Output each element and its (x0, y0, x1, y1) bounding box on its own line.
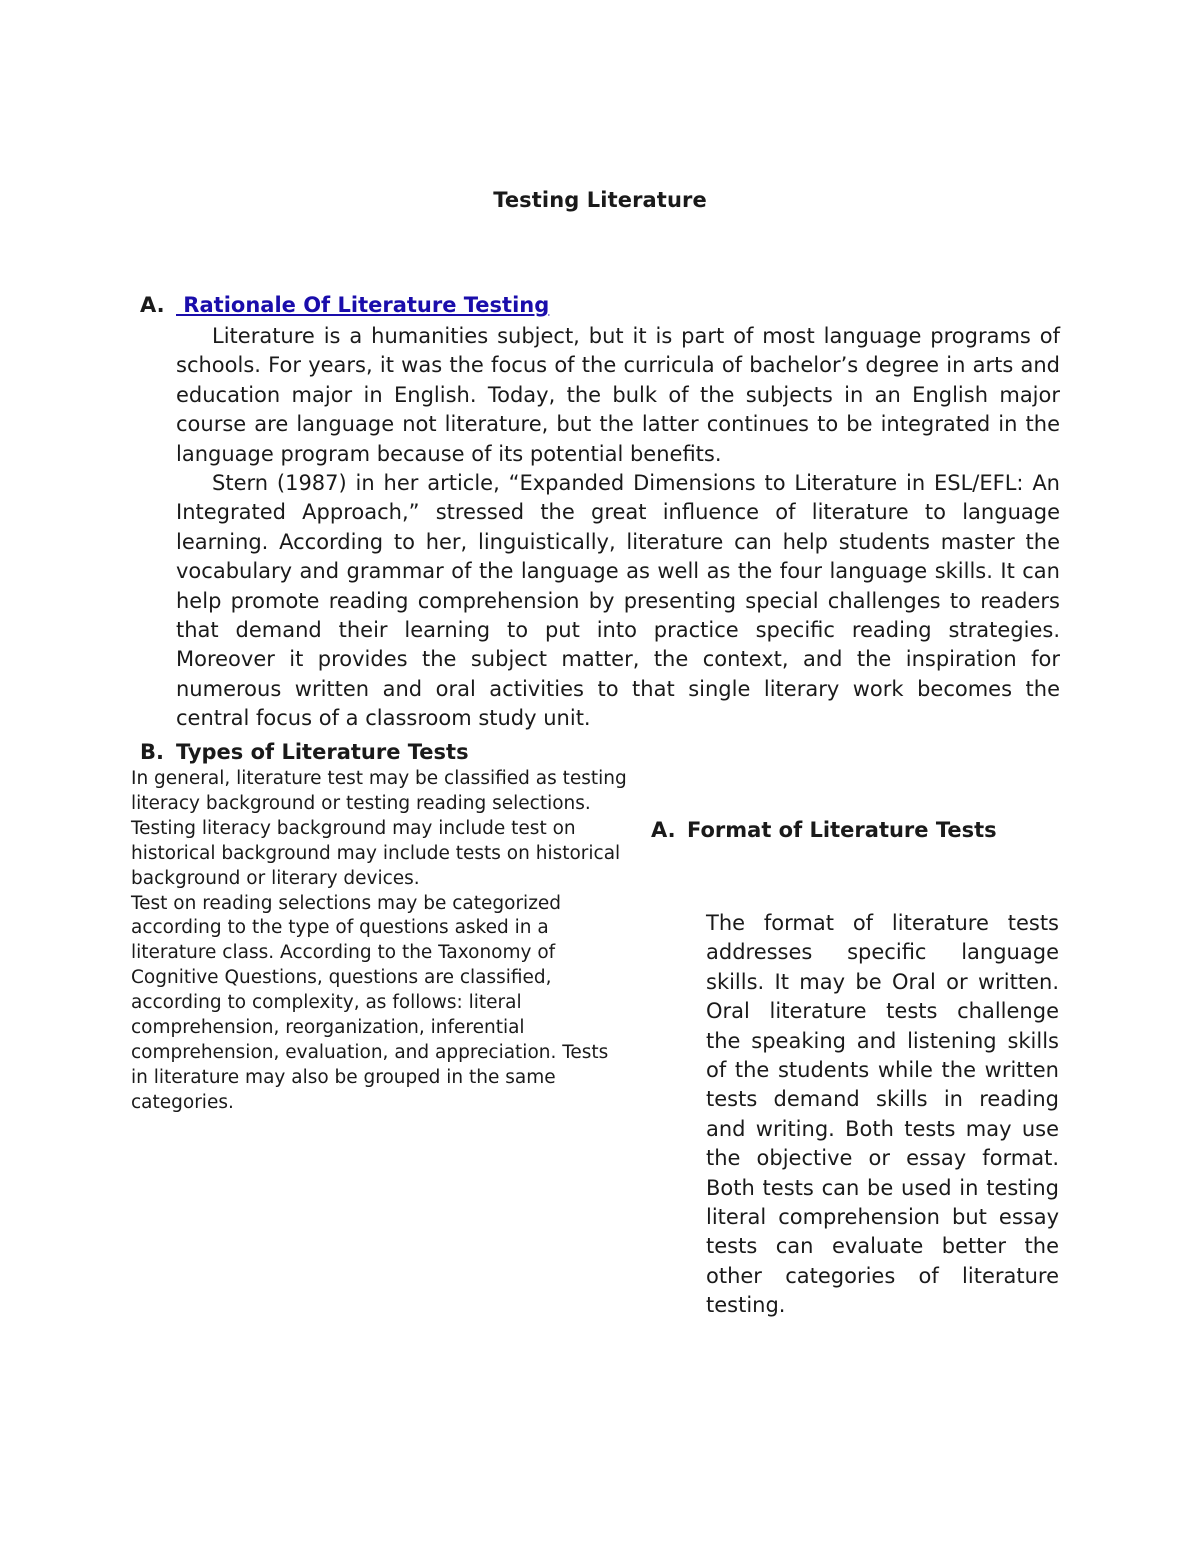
rationale-paragraph-2: Stern (1987) in her article, “Expanded Dimensions to Literature in ESL/EFL: An Integrated Approach,” stressed the great influence of literature to language learning. According to her, linguistically, literature can help students master the vocabulary and grammar of the language as well as the four language skills. It can help promote reading comprehension by presenting special challenges to readers that demand their learning to put into practice specific reading strategies. Moreover it provides the subject matter, the context, and the inspiration for numerous written and oral activities to that single literary work becomes the central focus of a classroom study unit. (176, 471, 1060, 731)
format-marker: A. (651, 818, 676, 842)
format-body (706, 909, 1059, 1321)
format-heading-text: Format of Literature Tests (687, 818, 997, 842)
section-b-heading-text: Types of Literature Tests (176, 740, 469, 764)
section-b-marker: B. (140, 740, 164, 764)
document-title: Testing Literature (493, 188, 707, 212)
types-body (131, 767, 627, 1116)
section-a-heading (140, 293, 549, 317)
rationale-body (176, 322, 1060, 734)
format-heading (651, 818, 997, 842)
section-a-marker: A. (140, 293, 165, 317)
format-paragraph: The format of literature tests addresses specific language skills. It may be Oral or written. Oral literature tests challenge the speaking and listening skills of the students while the written tests demand skills in reading and writing. Both tests may use the objective or essay format. Both tests can be used in testing literal comprehension but essay tests can evaluate better the other categories of literature testing. (706, 911, 1059, 1318)
types-paragraph-2: Test on reading selections may be categorized according to the type of questions asked in a literature class. According to the Taxonomy of Cognitive Questions, questions are classified, according to complexity, as follows: literal comprehension, reorganization, inferential comprehension, evaluation, and appreciation. Tests in literature may also be grouped in the same categories. (131, 892, 609, 1113)
section-b-heading (140, 740, 469, 764)
rationale-paragraph-1: Literature is a humanities subject, but it is part of most language programs of schools. For years, it was the focus of the curricula of bachelor’s degree in arts and education major in English. Today, the bulk of the subjects in an English major course are language not literature, but the latter continues to be integrated in the language program because of its potential benefits. (176, 324, 1060, 466)
rationale-heading-link[interactable]: Rationale Of Literature Testing (176, 293, 550, 317)
types-paragraph-1: In general, literature test may be classified as testing literacy background or testing reading selections. Testing literacy background may include test on historical background may include tests on historical background or literary devices. (131, 768, 627, 889)
